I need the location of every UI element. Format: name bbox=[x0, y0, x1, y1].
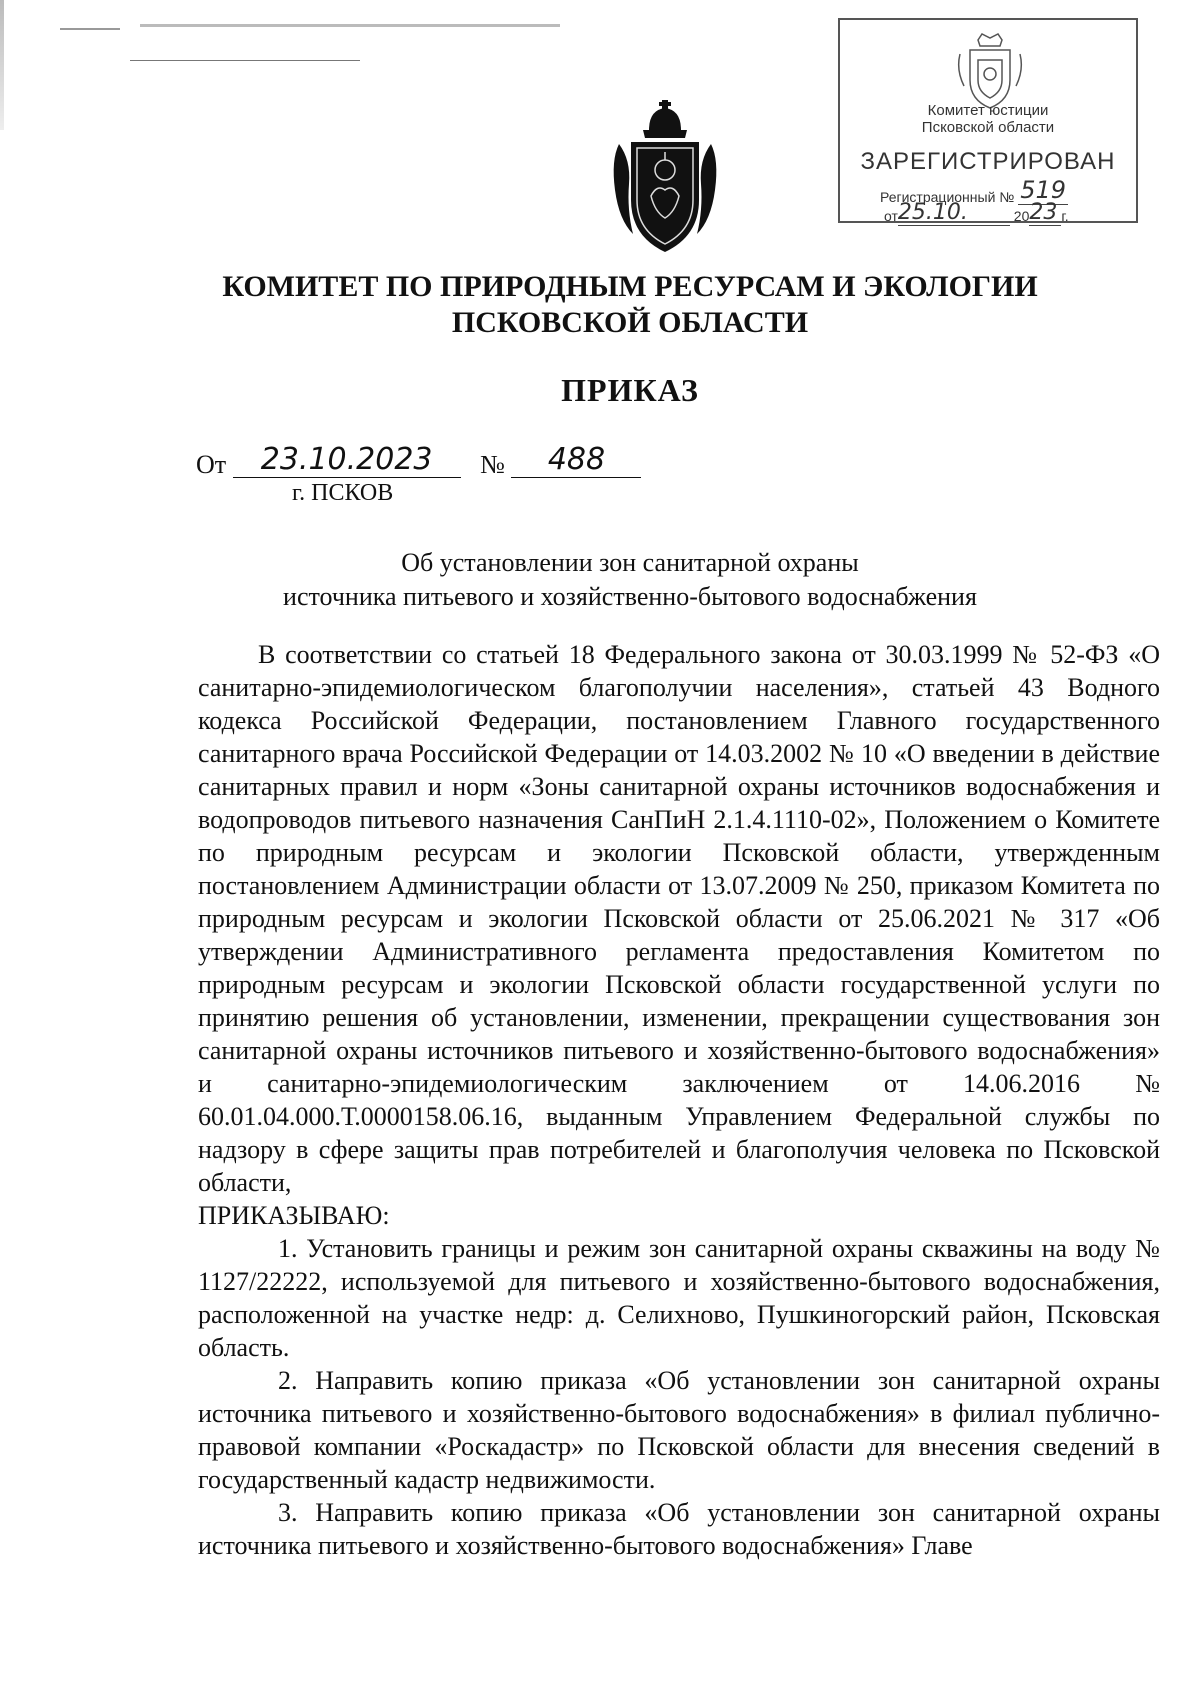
preamble-paragraph: В соответствии со статьей 18 Федерального закона от 30.03.1999 № 52-ФЗ «О санитарно-эпидемиологическом благополучии населения», статьей 43 Водного кодекса Российской Федерации, постановлением Главного государственного санитарного врача Российской Федерации от 14.03.2002 № 10 «О введении в действие санитарных правил и норм «Зоны санитарной охраны источников водоснабжения и водопроводов питьевого назначения СанПиН 2.1.4.1110-02», Положением о Комитете по природным ресурсам и экологии Псковской области, утвержденным постановлением Администрации области от 13.07.2009 № 250, приказом Комитета по природным ресурсам и экологии Псковской области от 25.06.2021 № 317 «Об утверждении Административного регламента предоставления Комитетом по природным ресурсам и экологии Псковской области государственной услуги по принятию решения об установлении, изменении, прекращении существования зон санитарной охраны источников питьевого и хозяйственно-бытового водоснабжения» и санитарно-эпидемиологическим заключением от 14.06.2016 № 60.01.04.000.Т.0000158.06.16, выданным Управлением Федеральной службы по надзору в сфере защиты прав потребителей и благополучия человека по Псковской области, bbox=[198, 640, 1160, 1197]
stamp-emblem-icon bbox=[952, 30, 1028, 112]
stamp-reg-number: 519 bbox=[1020, 176, 1067, 204]
registration-stamp bbox=[838, 18, 1138, 223]
stamp-date-value: 25.10. bbox=[898, 200, 1010, 226]
city: г. ПСКОВ bbox=[292, 480, 394, 506]
order-word: ПРИКАЗЫВАЮ: bbox=[198, 1201, 390, 1230]
scan-artifact-line bbox=[140, 24, 560, 27]
scan-artifact-line bbox=[60, 28, 120, 30]
stamp-year-suffix: г. bbox=[1061, 208, 1069, 224]
document-type: ПРИКАЗ bbox=[561, 372, 699, 408]
scan-artifact-edge bbox=[0, 0, 4, 130]
stamp-year-value: 23 bbox=[1029, 200, 1061, 226]
subject-line2: источника питьевого и хозяйственно-бытового водоснабжения bbox=[283, 582, 977, 611]
stamp-org-line2: Псковской области bbox=[921, 119, 1055, 136]
scan-artifact-line bbox=[130, 60, 360, 61]
org-title-line1: КОМИТЕТ ПО ПРИРОДНЫМ РЕСУРСАМ И ЭКОЛОГИИ bbox=[222, 270, 1038, 303]
subject-line1: Об установлении зон санитарной охраны bbox=[401, 548, 859, 577]
stamp-reg-label: Регистрационный № bbox=[880, 189, 1015, 205]
stamp-year-prefix: 20 bbox=[1013, 208, 1030, 224]
order-item-2: 2. Направить копию приказа «Об установлении зон санитарной охраны источника питьевого и хозяйственно-бытового водоснабжения» в филиал публично-правовой компании «Роскадастр» по Псковской области для внесения сведений в государственный кадастр недвижимости. bbox=[198, 1366, 1160, 1494]
stamp-org-line1: Комитет юстиции bbox=[927, 102, 1049, 119]
stamp-date bbox=[884, 202, 1069, 228]
stamp-title: ЗАРЕГИСТРИРОВАН bbox=[860, 148, 1116, 175]
date-label: От bbox=[196, 450, 227, 479]
coat-of-arms-icon bbox=[605, 100, 725, 258]
stamp-date-prefix: от bbox=[884, 208, 898, 224]
order-item-1: 1. Установить границы и режим зон санитарной охраны скважины на воду № 1127/22222, используемой для питьевого и хозяйственно-бытового водоснабжения, расположенной на участке недр: д. Селихново, Пушкиногорский район, Псковская область. bbox=[198, 1234, 1160, 1362]
order-number: 488 bbox=[511, 442, 641, 478]
number-label: № bbox=[480, 450, 505, 479]
org-title-line2: ПСКОВСКОЙ ОБЛАСТИ bbox=[451, 306, 809, 339]
order-date: 23.10.2023 bbox=[233, 442, 461, 478]
document-body bbox=[198, 638, 1160, 1562]
order-item-3: 3. Направить копию приказа «Об установлении зон санитарной охраны источника питьевого и хозяйственно-бытового водоснабжения» Главе bbox=[198, 1498, 1160, 1560]
order-date-number bbox=[196, 442, 641, 482]
